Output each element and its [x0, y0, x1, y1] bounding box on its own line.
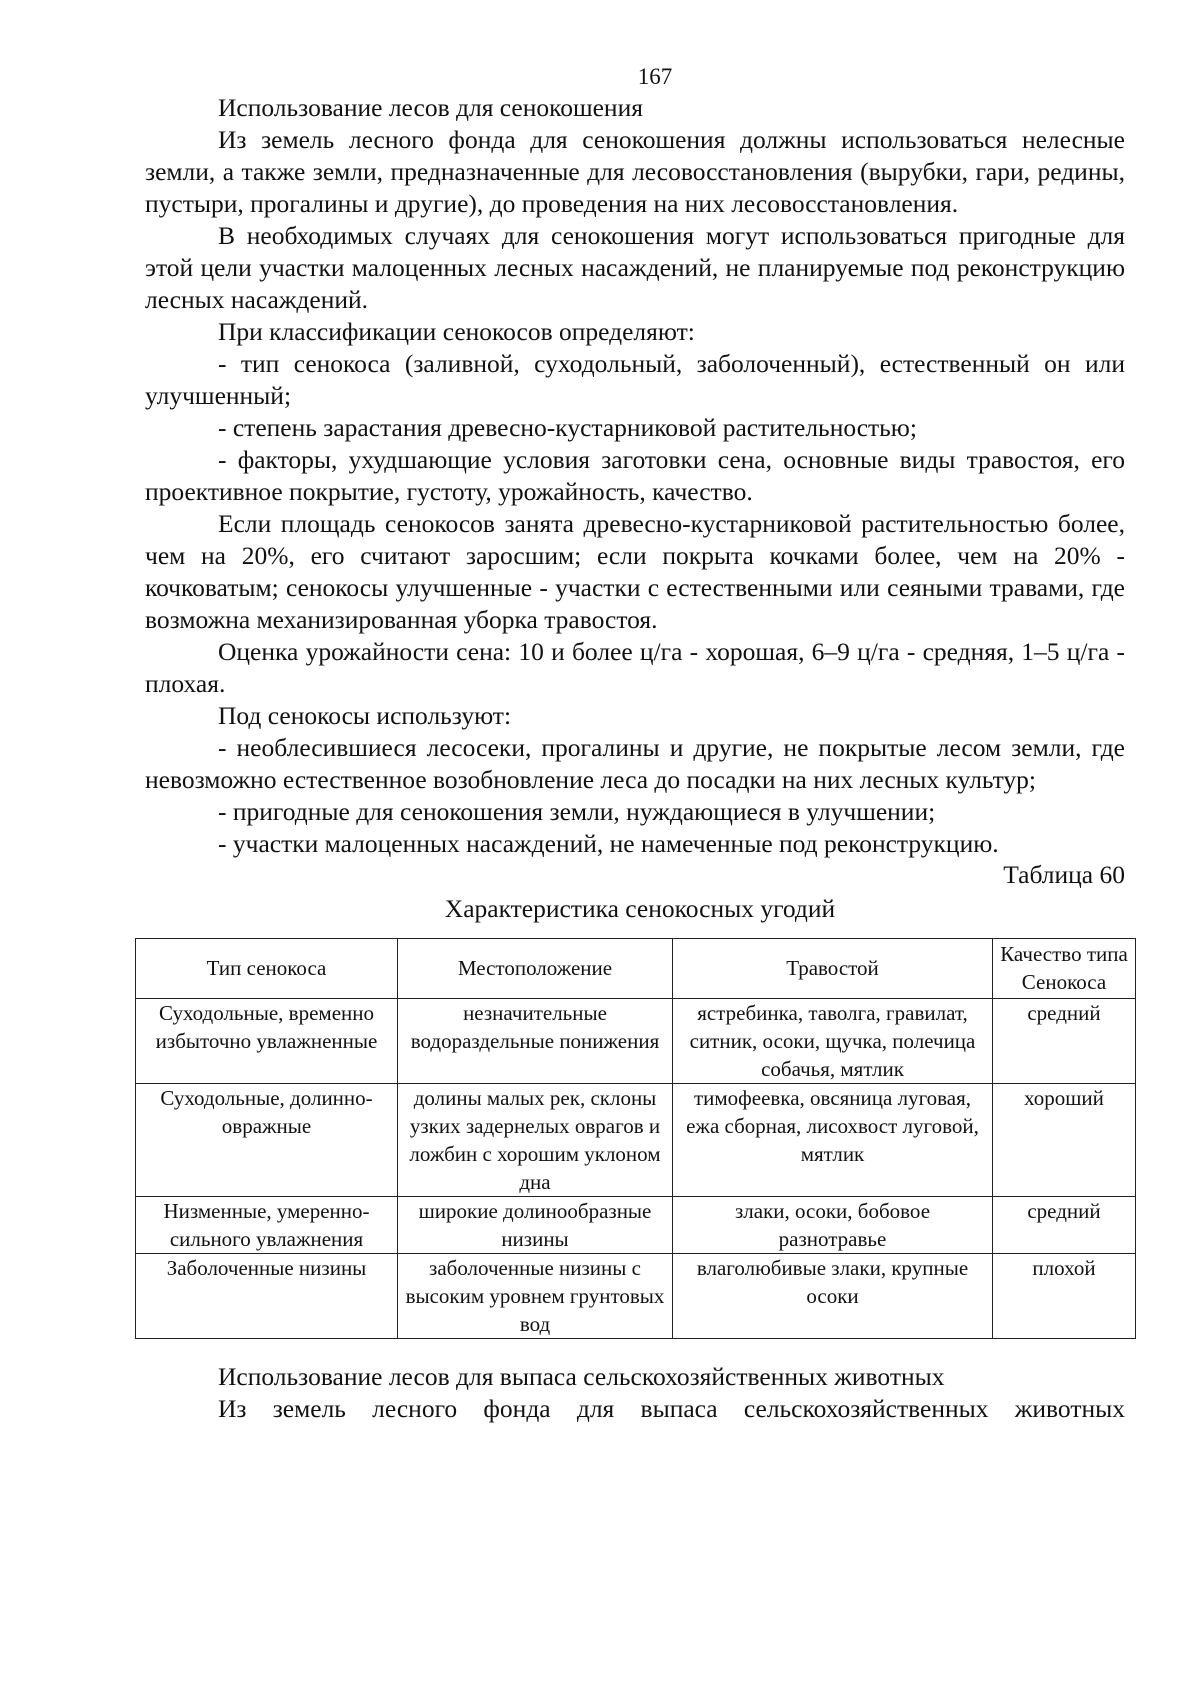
- list-item: - необлесившиеся лесосеки, прогалины и другие, не покрытые лесом земли, где невозможно естественное возобновление леса до посадки на них лесных культур;: [145, 733, 1125, 794]
- table-cell: хороший: [993, 1084, 1136, 1197]
- hayfield-table: [135, 938, 1136, 1339]
- page-number: 167: [637, 64, 673, 89]
- column-header: Тип сенокоса: [136, 939, 398, 999]
- section-heading-grazing: Использование лесов для выпаса сельскохозяйственных животных: [218, 1362, 945, 1391]
- table-row: [136, 1197, 1136, 1254]
- paragraph: Оценка урожайности сена: 10 и более ц/га - хорошая, 6–9 ц/га - средняя, 1–5 ц/га - плохая.: [145, 637, 1125, 698]
- table-cell: плохой: [993, 1254, 1136, 1339]
- table-cell: заболоченные низины с высоким уровнем грунтовых вод: [398, 1254, 673, 1339]
- list-item: - тип сенокоса (заливной, суходольный, заболоченный), естественный он или улучшенный;: [145, 349, 1125, 410]
- list-item: - степень зарастания древесно-кустарниковой растительностью;: [218, 413, 917, 442]
- table-cell: злаки, осоки, бобовое разнотравье: [673, 1197, 993, 1254]
- table-header-row: [136, 939, 1136, 999]
- table-cell: долины малых рек, склоны узких задернелых оврагов и ложбин с хорошим уклоном дна: [398, 1084, 673, 1197]
- list-item: - факторы, ухудшающие условия заготовки сена, основные виды травостоя, его проективное покрытие, густоту, урожайность, качество.: [145, 445, 1125, 506]
- table-cell: Суходольные, долинно-овражные: [136, 1084, 398, 1197]
- section-heading-haymaking: Использование лесов для сенокошения: [218, 93, 643, 122]
- table-cell: средний: [993, 999, 1136, 1084]
- table-cell: Суходольные, временно избыточно увлажненные: [136, 999, 398, 1084]
- table-cell: ястребинка, таволга, гравилат, ситник, осоки, щучка, полечица собачья, мятлик: [673, 999, 993, 1084]
- table-cell: Низменные, умеренно-сильного увлажнения: [136, 1197, 398, 1254]
- table-cell: Заболоченные низины: [136, 1254, 398, 1339]
- table-cell: незначительные водораздельные понижения: [398, 999, 673, 1084]
- paragraph: В необходимых случаях для сенокошения могут использоваться пригодные для этой цели участки малоценных лесных насаждений, не планируемые под реконструкцию лесных насаждений.: [145, 221, 1125, 314]
- table-cell: средний: [993, 1197, 1136, 1254]
- paragraph: Из земель лесного фонда для сенокошения должны использоваться нелесные земли, а также земли, предназначенные для лесовосстановления (вырубки, гари, редины, пустыри, прогалины и другие), до проведения на них лесовосстановления.: [145, 125, 1125, 218]
- column-header: Местоположение: [398, 939, 673, 999]
- list-item: - пригодные для сенокошения земли, нуждающиеся в улучшении;: [218, 797, 936, 826]
- list-item: - участки малоценных насаждений, не намеченные под реконструкцию.: [218, 829, 999, 858]
- table-cell: широкие долинообразные низины: [398, 1197, 673, 1254]
- table-cell: влаголюбивые злаки, крупные осоки: [673, 1254, 993, 1339]
- document-page: [145, 62, 1128, 1425]
- paragraph: При классификации сенокосов определяют:: [218, 317, 695, 346]
- table-row: [136, 1084, 1136, 1197]
- column-header: Качество типа Сенокоса: [993, 939, 1136, 999]
- table-label: Таблица 60: [1003, 860, 1125, 889]
- column-header: Травостой: [673, 939, 993, 999]
- table-row: [136, 1254, 1136, 1339]
- paragraph: Из земель лесного фонда для выпаса сельскохозяйственных животных: [218, 1394, 1125, 1423]
- paragraph: Под сенокосы используют:: [218, 701, 512, 730]
- paragraph: Если площадь сенокосов занята древесно-кустарниковой растительностью более, чем на 20%, его считают заросшим; если покрыта кочками более, чем на 20% - кочковатым; сенокосы улучшенные - участки с естественными или сеяными травами, где возможна механизированная уборка травостоя.: [145, 509, 1125, 634]
- table-title: Характеристика сенокосных угодий: [444, 894, 836, 923]
- table-row: [136, 999, 1136, 1084]
- table-cell: тимофеевка, овсяница луговая, ежа сборная, лисохвост луговой, мятлик: [673, 1084, 993, 1197]
